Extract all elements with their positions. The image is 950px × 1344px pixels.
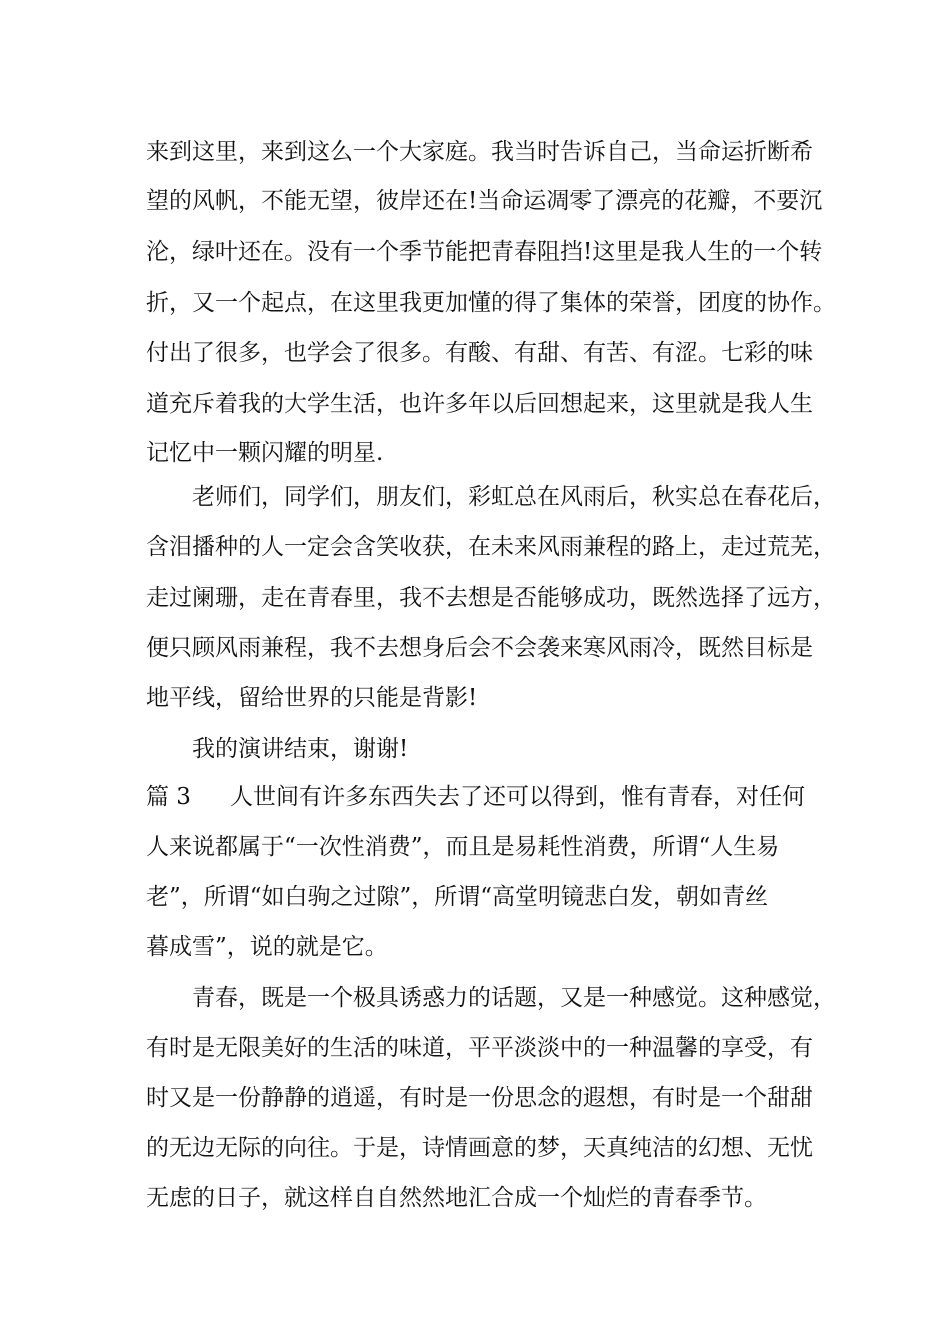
- section3-line-2: 人来说都属于“一次性消费”，而且是易耗性消费，所谓“人生易: [146, 834, 780, 860]
- paragraph5-line-3: 时又是一份静静的逍遥，有时是一份思念的遐想，有时是一个甜甜: [146, 1085, 813, 1111]
- section3-line-4: 暮成雪”，说的就是它。: [146, 934, 388, 960]
- paragraph2-line-1: 老师们，同学们，朋友们，彩虹总在风雨后，秋实总在春花后，: [192, 484, 836, 510]
- paragraph5-line-5: 无虑的日子，就这样自自然然地汇合成一个灿烂的青春季节。: [146, 1185, 767, 1211]
- paragraph1-line-5: 付出了很多，也学会了很多。有酸、有甜、有苦、有涩。七彩的味: [146, 340, 813, 366]
- section3-line-3: 老”，所谓“如白驹之过隙”，所谓“高堂明镜悲白发，朝如青丝: [146, 884, 769, 910]
- paragraph1-line-4: 折，又一个起点，在这里我更加懂的得了集体的荣誉，团度的协作。: [146, 290, 836, 316]
- paragraph1-line-7: 记忆中一颗闪耀的明星.: [146, 440, 384, 466]
- paragraph2-line-4: 便只顾风雨兼程，我不去想身后会不会袭来寒风雨冷，既然目标是: [146, 635, 813, 661]
- paragraph1-line-1: 来到这里，来到这么一个大家庭。我当时告诉自己，当命运折断希: [146, 139, 813, 165]
- section-label: 篇 3: [146, 784, 191, 810]
- paragraph2-line-2: 含泪播种的人一定会含笑收获，在未来风雨兼程的路上，走过荒芜，: [146, 534, 836, 560]
- paragraph5-line-4: 的无边无际的向往。于是，诗情画意的梦，天真纯洁的幻想、无忧: [146, 1135, 813, 1161]
- paragraph1-line-6: 道充斥着我的大学生活，也许多年以后回想起来，这里就是我人生: [146, 391, 813, 417]
- paragraph5-line-1: 青春，既是一个极具诱惑力的话题，又是一种感觉。这种感觉，: [192, 985, 836, 1011]
- section3-line-1: 人世间有许多东西失去了还可以得到，惟有青春，对任何: [230, 784, 805, 810]
- paragraph1-line-2: 望的风帆，不能无望，彼岸还在!当命运凋零了漂亮的花瓣，不要沉: [146, 188, 823, 214]
- paragraph2-line-3: 走过阑珊，走在青春里，我不去想是否能够成功，既然选择了远方，: [146, 585, 836, 611]
- closing-line: 我的演讲结束，谢谢!: [192, 736, 409, 762]
- paragraph5-line-2: 有时是无限美好的生活的味道，平平淡淡中的一种温馨的享受，有: [146, 1035, 813, 1061]
- paragraph1-line-3: 沦，绿叶还在。没有一个季节能把青春阻挡!这里是我人生的一个转: [146, 239, 823, 265]
- paragraph2-line-5: 地平线，留给世界的只能是背影!: [146, 685, 478, 711]
